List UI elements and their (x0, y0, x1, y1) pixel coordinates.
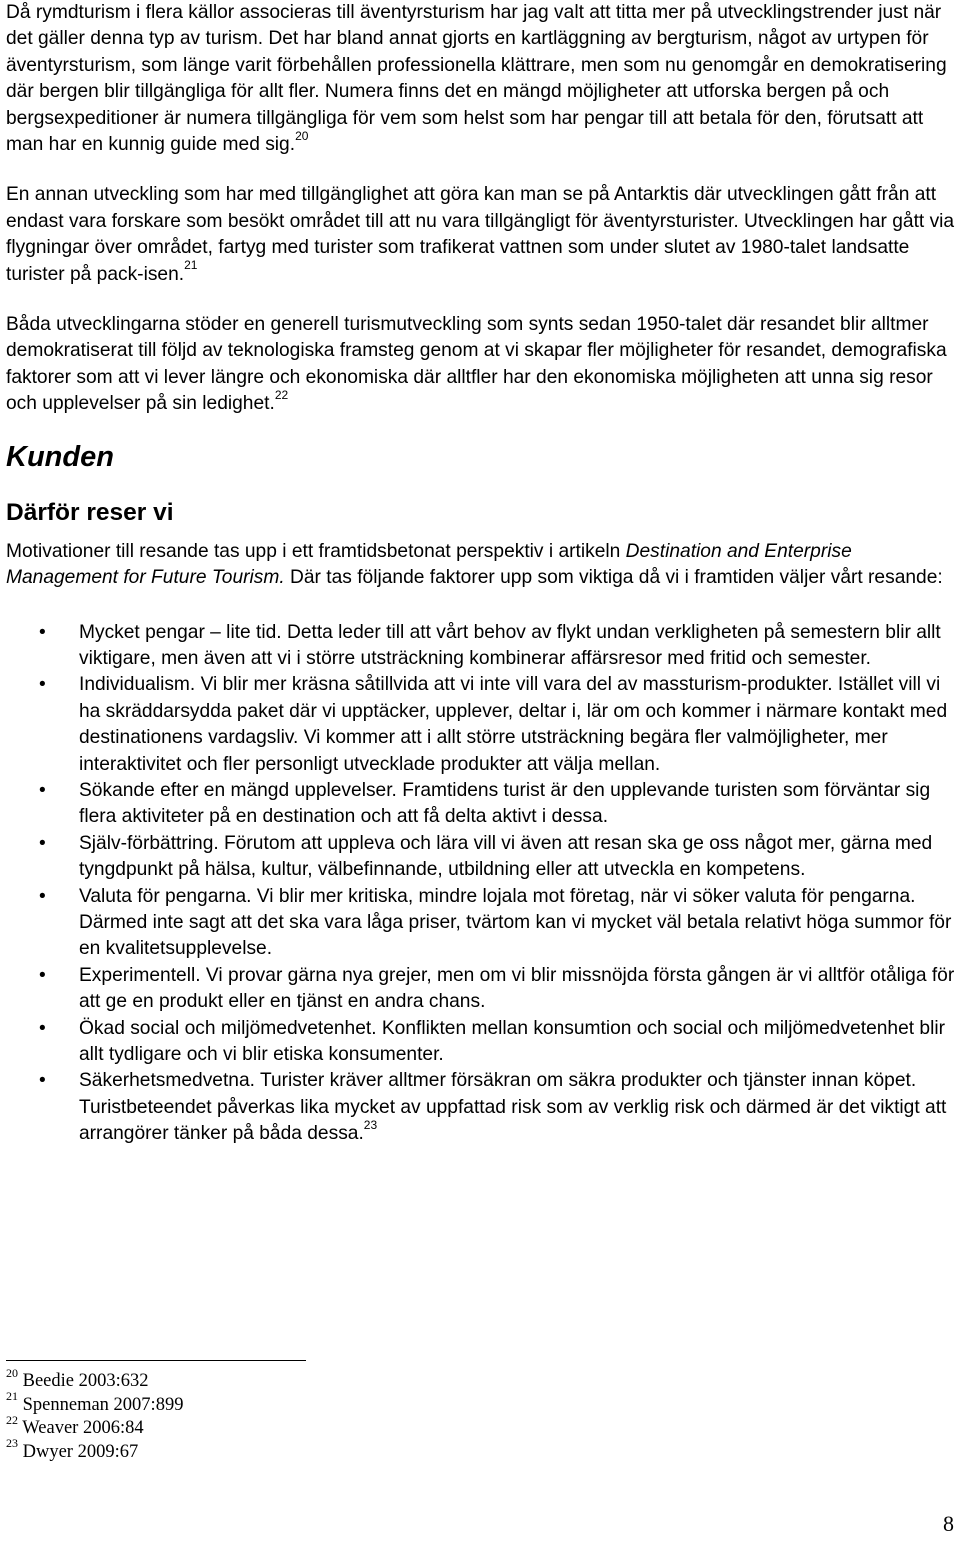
bullet-icon: • (39, 885, 46, 907)
paragraph-antarctica (6, 182, 956, 288)
paragraph-general-development (6, 312, 956, 418)
factor-item (6, 884, 956, 963)
factor-text: Själv-förbättring. Förutom att uppleva och lära vill vi även att resan ska ge oss något mer, gärna med tyngdpunkt på hälsa, kultur, välbefinnande, utbildning eller att utveckla en kompetens. (79, 832, 933, 881)
footnote-number: 23 (6, 1436, 18, 1451)
footnote (6, 1436, 183, 1465)
factor-text: Säkerhetsmedvetna. Turister kräver alltmer försäkran om säkra produkter och tjänster innan köpet. Turistbeteendet påverkas lika mycket av uppfattad risk som av verklig risk och därmed är det viktigt att arrangörer tänker på båda dessa. (79, 1070, 947, 1145)
bullet-icon: • (39, 1070, 46, 1092)
page-number: 8 (943, 1511, 954, 1536)
article-title: Destination and Enterprise Management for Future Tourism. (6, 540, 852, 589)
footnote-list (6, 1365, 184, 1464)
bullet-icon: • (39, 674, 46, 696)
factor-item (6, 778, 956, 831)
factor-text: Mycket pengar – lite tid. Detta leder till att vårt behov av flykt undan verkligheten på semestern blir allt viktigare, men även att vi i större utsträckning kombinerar affärsresor med fritid och semester. (79, 621, 941, 669)
factor-text: Ökad social och miljömedvetenhet. Konflikten mellan konsumtion och social och miljömedvetenhet blir allt tydligare och vi blir etiska konsumenter. (79, 1017, 946, 1065)
footnote-number: 22 (6, 1412, 18, 1427)
footnote (6, 1365, 183, 1394)
footnote-ref: 20 (295, 128, 309, 143)
factor-item (6, 1016, 956, 1069)
factor-item (6, 1068, 956, 1147)
footnote-number: 21 (6, 1389, 18, 1404)
footnote-ref: 21 (184, 258, 198, 273)
factor-item (6, 831, 956, 884)
paragraph-text: Motivationer till resande tas upp i ett framtidsbetonat perspektiv i artikeln (6, 540, 626, 562)
footnote-ref: 23 (363, 1117, 378, 1132)
section-heading: Kunden (6, 440, 114, 473)
footnote (6, 1389, 184, 1418)
document-page (6, 0, 956, 1148)
bullet-icon: • (39, 832, 46, 854)
paragraph-text: Då rymdturism i flera källor associeras till äventyrsturism har jag valt att titta mer på utvecklingstrender just när det gäller denna typ av turism. Det har bland annat gjorts en kartläggning av bergturism, något av urtypen för äventyrsturism, som länge varit förbehållen professionella klättrare, men som nu genomgår en demokratisering där bergen blir tillgängliga för allt fler. Numera finns det en mängd möjligheter att utforska bergen på och bergsexpeditioner är numera tillgängliga för vem som helst som har pengar till att betala för den, förutsatt att man har en kunnig guide med sig. (6, 2, 947, 156)
factor-text: Valuta för pengarna. Vi blir mer kritiska, mindre lojala mot företag, när vi söker valuta för pengarna. Därmed inte sagt att det ska vara låga priser, tvärtom kan vi mycket väl betala relativt höga summor för en kvalitetsupplevelse. (79, 885, 952, 960)
footnote-text: Dwyer 2009:67 (22, 1441, 139, 1462)
paragraph-text: Där tas följande faktorer upp som viktiga då vi i framtiden väljer vårt resande: (284, 567, 943, 589)
paragraph-text: En annan utveckling som har med tillgänglighet att göra kan man se på Antarktis där utvecklingen gått från att endast vara forskare som besökt området till att nu vara tillgängligt för äventyrsturister. Utvecklingen har gått via flygningar över området, fartyg med turister som trafikerat vattnen som under slutet av 1980-talet landsatte turister på pack-isen. (6, 184, 955, 285)
factor-text: Sökande efter en mängd upplevelser. Framtidens turist är den upplevande turisten som förväntar sig flera aktiviteter på en destination och att få delta aktivt i dessa. (79, 779, 931, 828)
footnote-ref: 22 (274, 387, 289, 402)
paragraph-mountain-tourism (6, 0, 956, 158)
footnote (6, 1412, 183, 1441)
bullet-icon: • (39, 779, 46, 801)
paragraph-text: Båda utvecklingarna stöder en generell turismutveckling som synts sedan 1950-talet där resandet blir alltmer demokratiserat till följd av teknologiska framsteg genom at vi skapar fler möjligheter för resandet, demografiska faktorer som att vi lever längre och ekonomiska där alltfler har den ekonomiska möjligheten att unna sig resor och upplevelser på sin ledighet. (6, 314, 947, 415)
factor-item (6, 963, 956, 1016)
bullet-icon: • (39, 621, 46, 643)
footnote-separator (6, 1360, 306, 1361)
footnote-text: Spenneman 2007:899 (22, 1394, 184, 1415)
bullet-icon: • (39, 1017, 46, 1039)
factor-text: Individualism. Vi blir mer kräsna såtillvida att vi inte vill vara del av massturism-produkter. Istället vill vi ha skräddarsydda paket där vi upptäcker, upplever, deltar i, lär om och kommer i närmare kontakt med destinationens vardagsliv. Vi kommer att i allt större utsträckning begära fler valmöjligheter, mer interaktivitet och fler personligt utvecklade produkter att välja mellan. (79, 674, 948, 775)
factor-item (6, 620, 956, 673)
footnote-text: Weaver 2006:84 (22, 1418, 144, 1438)
footnote-number: 20 (6, 1365, 18, 1380)
factor-text: Experimentell. Vi provar gärna nya grejer, men om vi blir missnöjda första gången är vi alltför otåliga för att ge en produkt eller en tjänst en andra chans. (79, 964, 955, 1013)
footnote-text: Beedie 2003:632 (22, 1371, 149, 1391)
factor-item (6, 672, 956, 778)
bullet-icon: • (39, 964, 46, 986)
factor-list (6, 620, 956, 1148)
paragraph-motivations (6, 539, 956, 592)
subsection-heading: Därför reser vi (6, 498, 174, 526)
